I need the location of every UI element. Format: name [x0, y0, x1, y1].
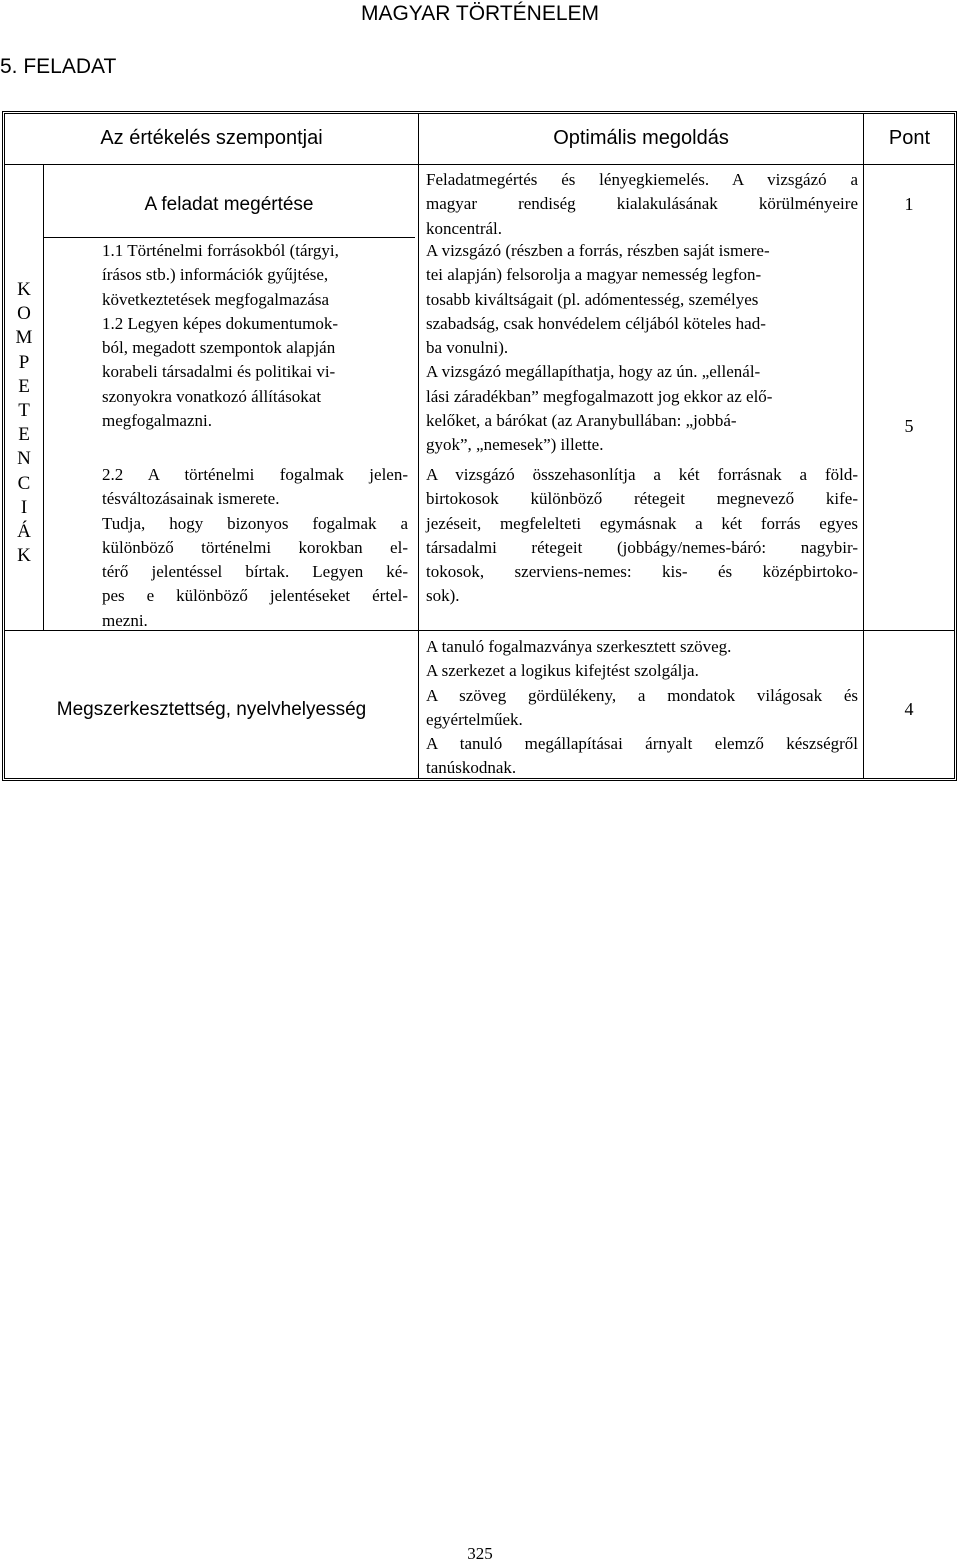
solution-line: egyértelműek. — [426, 709, 523, 729]
points-task-understanding: 1 — [904, 194, 914, 214]
criterion-line: írásos stb.) információk gyűjtése, — [102, 265, 329, 285]
solution-competency-comparison — [426, 463, 858, 609]
solution-line: Feladatmegértés és lényegkiemelés. A vizsgázó a — [426, 170, 858, 189]
solution-line: A szöveg gördülékeny, a mondatok világosak és — [426, 685, 858, 705]
competency-letter: C — [17, 472, 31, 494]
criterion-line: 1.1 Történelmi forrásokból (tárgyi, — [102, 241, 339, 260]
competency-letter: P — [18, 351, 30, 373]
solution-line: A vizsgázó (részben a forrás, részben saját ismere- — [426, 241, 770, 260]
solution-line: A szerkezet a logikus kifejtést szolgálja. — [426, 661, 699, 681]
solution-line: kelőket, a bárókat (az Aranybullában: „jobbá- — [426, 411, 737, 431]
criterion-line: korabeli társadalmi és politikai vi- — [102, 362, 336, 382]
competency-letter: I — [20, 496, 28, 518]
competency-letter: N — [17, 448, 31, 470]
criterion-line: 2.2 A történelmi fogalmak jelen- — [102, 465, 408, 484]
subject-title: MAGYAR TÖRTÉNELEM — [360, 2, 600, 25]
competency-letter: O — [17, 303, 31, 325]
criterion-line: szonyokra vonatkozó állításokat — [102, 386, 322, 406]
criterion-competency-1-1 — [102, 239, 408, 433]
criterion-line: ból, megadott szempontok alapján — [102, 338, 336, 358]
competency-letter: T — [18, 400, 30, 422]
solution-line: tosabb kiváltságait (pl. adómentesség, személyes — [426, 289, 759, 309]
competency-letter: M — [15, 327, 33, 349]
solution-line: birtokosok különböző rétegeit megnevező kife- — [426, 489, 858, 509]
column-header-solution: Optimális megoldás — [553, 127, 729, 149]
page-number: 325 — [467, 1544, 493, 1563]
solution-line: ba vonulni). — [426, 338, 509, 358]
solution-line: koncentrál. — [426, 218, 502, 238]
solution-line: tei alapján) felsorolja a magyar nemesség legfon- — [426, 265, 762, 285]
criterion-line: következtetések megfogalmazása — [102, 289, 330, 309]
competency-letter: K — [17, 279, 31, 300]
task-label: 5. FELADAT — [0, 55, 117, 78]
criterion-line: mezni. — [102, 610, 148, 630]
solution-task-understanding — [426, 168, 858, 241]
solution-structure — [426, 635, 858, 781]
column-header-criteria: Az értékelés szempontjai — [100, 127, 323, 149]
solution-line: jezéseit, megfelelteti egymásnak a két forrás egyes — [426, 513, 858, 533]
criterion-line: térő jelentéssel bírtak. Legyen ké- — [102, 562, 408, 582]
criterion-line: pes e különböző jelentéseket értel- — [102, 586, 408, 606]
solution-line: magyar rendiség kialakulásának körülményeire — [426, 194, 858, 214]
column-divider-1 — [418, 114, 419, 778]
solution-line: A vizsgázó megállapíthatja, hogy az ún. „ellenál- — [426, 362, 761, 382]
solution-line: társadalmi rétegeit (jobbágy/nemes-báró: nagybir- — [426, 537, 858, 557]
criterion-line: különböző történelmi korokban el- — [102, 537, 408, 557]
competency-letter: E — [18, 375, 30, 397]
solution-line: gyok”, „nemesek”) illette. — [426, 435, 604, 455]
solution-line: A tanuló fogalmazványa szerkesztett szöveg. — [426, 637, 732, 656]
points-competencies: 5 — [904, 416, 914, 436]
evaluation-table — [2, 111, 957, 781]
criterion-line: Tudja, hogy bizonyos fogalmak a — [102, 513, 408, 533]
header-divider — [5, 164, 954, 165]
competency-letter: K — [17, 545, 31, 567]
criterion-line: megfogalmazni. — [102, 411, 212, 431]
criterion-line: 1.2 Legyen képes dokumentumok- — [102, 313, 339, 333]
criterion-task-understanding: A feladat megértése — [144, 194, 314, 215]
solution-line: tokosok, szerviens-nemes: kis- és középbirtoko- — [426, 562, 858, 582]
solution-line: tanúskodnak. — [426, 758, 517, 778]
competency-letter: Á — [17, 521, 31, 543]
points-structure: 4 — [904, 699, 914, 719]
criterion-structure: Megszerkesztettség, nyelvhelyesség — [56, 699, 367, 720]
solution-line: sok). — [426, 586, 460, 606]
solution-line: A tanuló megállapításai árnyalt elemző készségről — [426, 734, 858, 754]
solution-line: A vizsgázó összehasonlítja a két forrásnak a föld- — [426, 465, 858, 484]
competency-vertical-label — [10, 278, 38, 568]
criterion-competency-2-2 — [102, 463, 408, 633]
row-divider-left-1 — [43, 237, 415, 238]
solution-competency-privileges — [426, 239, 858, 458]
column-header-points: Pont — [888, 127, 931, 149]
competency-column-divider — [43, 164, 44, 630]
solution-line: szabadság, csak honvédelem céljából köteles had- — [426, 313, 766, 333]
criterion-line: tésváltozásainak ismerete. — [102, 489, 280, 509]
solution-line: lási záradékban” megfogalmazott jog ekkor az elő- — [426, 386, 773, 406]
competency-letter: E — [18, 424, 30, 446]
